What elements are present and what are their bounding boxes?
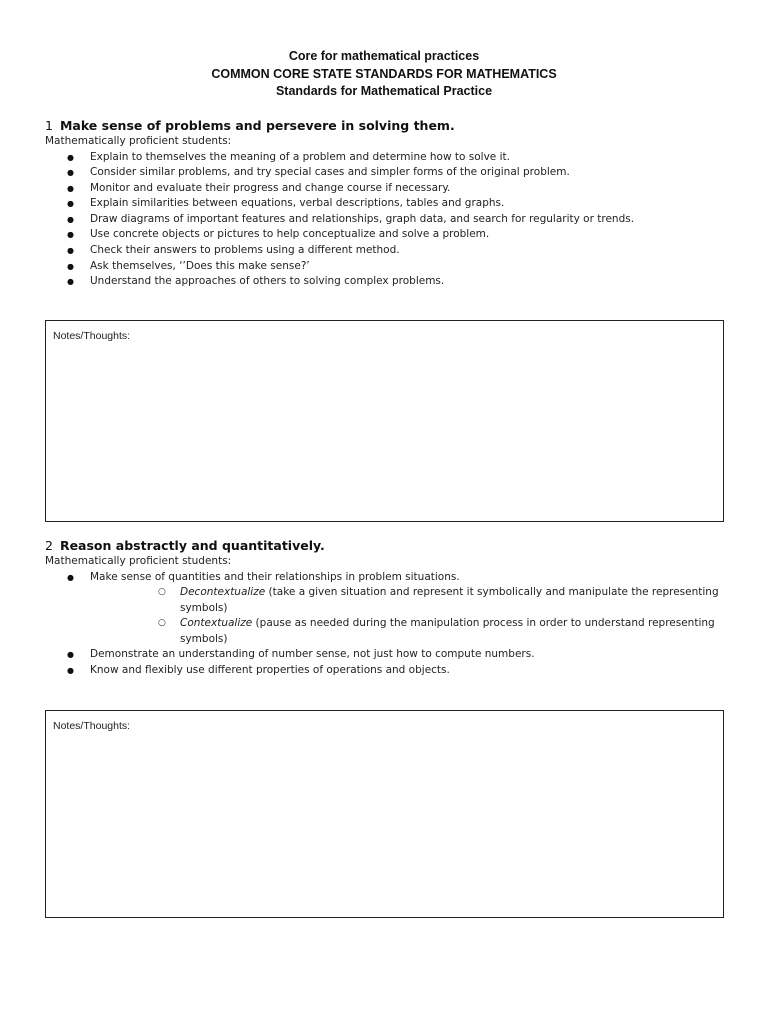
section-intro: Mathematically proficient students: — [45, 135, 232, 147]
term-description: (pause as needed during the manipulation process in order to understand representing symbols) — [180, 617, 715, 645]
section-number: 2 — [45, 538, 53, 553]
bullet-item: ● Demonstrate an understanding of number sense, not just how to compute numbers. — [45, 647, 725, 663]
bullet-item: ● Ask themselves, ‘’Does this make sense?’ — [45, 259, 725, 275]
section-number: 1 — [45, 118, 53, 133]
bullet-item: ● Draw diagrams of important features and relationships, graph data, and search for regularity or trends. — [45, 212, 725, 228]
sub-bullet-list — [90, 585, 725, 647]
bullet-item: ● Use concrete objects or pictures to help conceptualize and solve a problem. — [45, 227, 725, 243]
bullet-item: ● Monitor and evaluate their progress and change course if necessary. — [45, 181, 725, 197]
bullet-text: Make sense of quantities and their relationships in problem situations. — [90, 570, 460, 583]
header-title: Core for mathematical practices — [288, 49, 480, 63]
bullet-item: ● Explain similarities between equations, verbal descriptions, tables and graphs. — [45, 196, 725, 212]
bullet-item: ● Check their answers to problems using a different method. — [45, 243, 725, 259]
bullet-item — [45, 570, 725, 648]
sub-bullet-item — [90, 585, 740, 616]
notes-box-1[interactable] — [45, 320, 724, 522]
notes-box-2[interactable] — [45, 710, 724, 918]
section-title: Reason abstractly and quantitatively. — [59, 538, 325, 553]
notes-label: Notes/Thoughts: — [53, 330, 131, 342]
bullet-item: ● Consider similar problems, and try special cases and simpler forms of the original problem. — [45, 165, 725, 181]
term-decontextualize: Decontextualize — [180, 586, 266, 599]
section-heading — [45, 117, 725, 134]
document-header — [0, 48, 768, 101]
sub-bullet-item — [90, 616, 740, 647]
practice-section-2 — [45, 537, 725, 679]
section-intro: Mathematically proficient students: — [45, 555, 232, 567]
header-subheading: Standards for Mathematical Practice — [275, 84, 493, 98]
section-heading — [45, 537, 725, 554]
section-title: Make sense of problems and persevere in solving them. — [59, 118, 455, 133]
bullet-item: ● Understand the approaches of others to solving complex problems. — [45, 274, 725, 290]
notes-label: Notes/Thoughts: — [53, 720, 131, 732]
term-description: (take a given situation and represent it symbolically and manipulate the representing symbols) — [180, 586, 719, 614]
bullet-item: ● Explain to themselves the meaning of a problem and determine how to solve it. — [45, 150, 725, 166]
bullet-list — [45, 570, 725, 679]
bullet-item: ● Know and flexibly use different properties of operations and objects. — [45, 663, 725, 679]
practice-section-1 — [45, 117, 725, 290]
term-contextualize: Contextualize — [180, 617, 253, 630]
header-subtitle: COMMON CORE STATE STANDARDS FOR MATHEMATICS — [211, 66, 557, 81]
bullet-list — [45, 150, 725, 290]
